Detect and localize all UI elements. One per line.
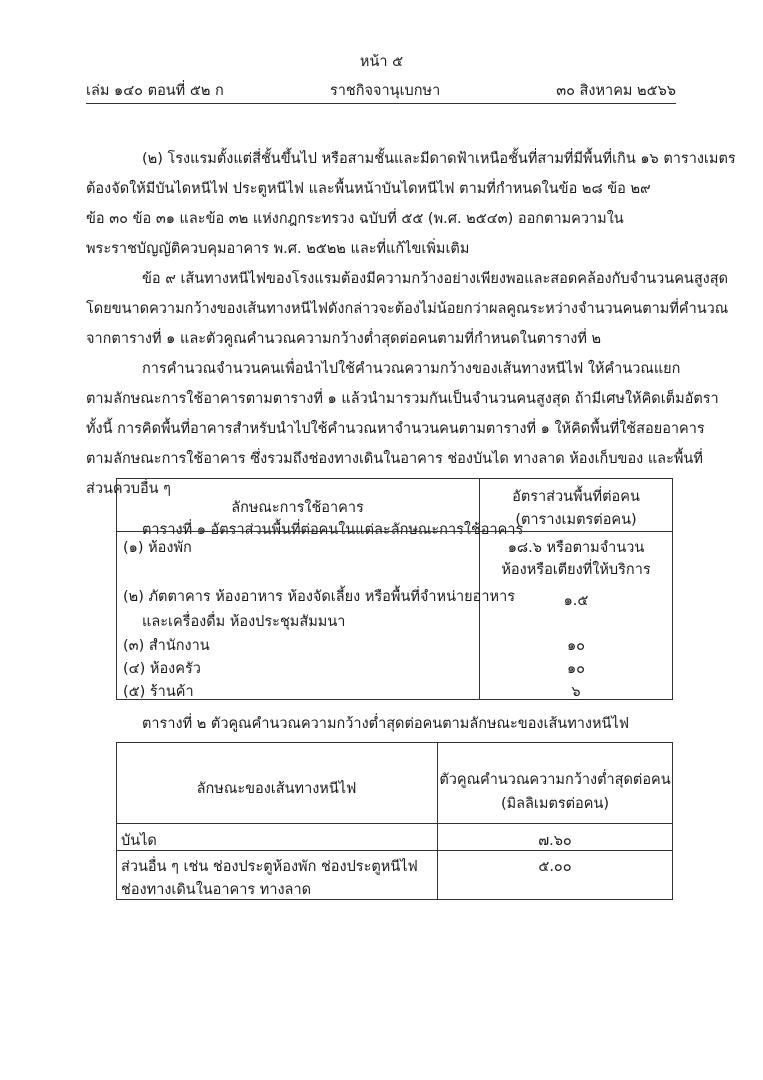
- factor-cell: ๕.๐๐: [538, 859, 572, 875]
- text-line: ข้อ ๓๐ ข้อ ๓๑ และข้อ ๓๒ แห่งกฎกระทรวง ฉบับที่ ๕๕ (พ.ศ. ๒๕๔๓) ออกตามความใน: [86, 211, 624, 227]
- use-cell: (๒) ภัตตาคาร ห้องอาหาร ห้องจัดเลี้ยง หรือพื้นที่จำหน่ายอาหาร: [123, 589, 516, 605]
- volume-issue: เล่ม ๑๔๐ ตอนที่ ๕๒ ก: [86, 83, 224, 99]
- text-line: ทั้งนี้ การคิดพื้นที่อาคารสำหรับนำไปใช้คำนวณหาจำนวนคนตามตารางที่ ๑ ให้คิดพื้นที่ใช้สอยอาคาร: [86, 421, 705, 437]
- text-line: การคำนวณจำนวนคนเพื่อนำไปใช้คำนวณความกว้างของเส้นทางหนีไฟ ให้คำนวณแยก: [142, 361, 681, 377]
- table1-caption: ตารางที่ ๑ อัตราส่วนพื้นที่ต่อคนในแต่ละลักษณะการใช้อาคาร: [142, 522, 524, 538]
- text-line: (๒) โรงแรมตั้งแต่สี่ชั้นขึ้นไป หรือสามชั้นและมีดาดฟ้าเหนือชั้นที่สามที่มีพื้นที่เกิน ๑๖ ตารางเมตร: [142, 151, 736, 167]
- use-cell: (๕) ร้านค้า: [123, 684, 194, 700]
- table2-header-divider: [116, 823, 673, 824]
- text-line: พระราชบัญญัติควบคุมอาคาร พ.ศ. ๒๕๒๒ และที่แก้ไขเพิ่มเติม: [86, 241, 470, 257]
- header-divider: [86, 103, 676, 104]
- use-cell: (๔) ห้องครัว: [123, 661, 201, 677]
- text-line: ตามลักษณะการใช้อาคารตามตารางที่ ๑ แล้วนำมารวมกันเป็นจำนวนคนสูงสุด ถ้ามีเศษให้คิดเต็มอัตรา: [86, 391, 719, 407]
- route-cell: บันได: [121, 833, 157, 849]
- text-line: จากตารางที่ ๑ และตัวคูณคำนวณความกว้างต่ำสุดต่อคนตามที่กำหนดในตารางที่ ๒: [86, 331, 602, 347]
- table1-header-divider: [116, 531, 673, 532]
- ratio-cell: ๑.๕: [563, 593, 589, 609]
- text-line: ส่วนควบอื่น ๆ: [86, 481, 171, 497]
- ratio-cell: ๑๐: [566, 638, 586, 654]
- use-cell: (๑) ห้องพัก: [123, 540, 192, 556]
- factor-cell: ๗.๖๐: [538, 833, 572, 849]
- table2-caption: ตารางที่ ๒ ตัวคูณคำนวณความกว้างต่ำสุดต่อคนตามลักษณะของเส้นทางหนีไฟ: [142, 716, 630, 732]
- text-line: ตามลักษณะการใช้อาคาร ซึ่งรวมถึงช่องทางเดินในอาคาร ช่องบันได ทางลาด ห้องเก็บของ และพื้นที่: [86, 451, 703, 467]
- ratio-cell: ห้องหรือเตียงที่ให้บริการ: [501, 562, 651, 578]
- table2-header-factor-unit: (มิลลิเมตรต่อคน): [500, 796, 610, 812]
- ratio-cell: ๑๐: [566, 661, 586, 677]
- page-number: หน้า ๕: [359, 54, 404, 70]
- route-cell: ช่องทางเดินในอาคาร ทางลาด: [121, 882, 312, 898]
- route-cell: ส่วนอื่น ๆ เช่น ช่องประตูห้องพัก ช่องประตูหนีไฟ: [121, 859, 418, 875]
- use-cell: และเครื่องดื่ม ห้องประชุมสัมมนา: [142, 614, 346, 630]
- table1-header-ratio: อัตราส่วนพื้นที่ต่อคน: [512, 489, 640, 505]
- use-cell: (๓) สำนักงาน: [123, 638, 210, 654]
- table1-header-use: ลักษณะการใช้อาคาร: [231, 500, 364, 516]
- ratio-cell: ๖: [571, 684, 581, 700]
- gazette-name: ราชกิจจานุเบกษา: [330, 83, 441, 99]
- text-line: โดยขนาดความกว้างของเส้นทางหนีไฟดังกล่าวจะต้องไม่น้อยกว่าผลคูณระหว่างจำนวนคนตามที่คำนวณ: [86, 301, 729, 317]
- text-line: ต้องจัดให้มีบันไดหนีไฟ ประตูหนีไฟ และพื้นหน้าบันไดหนีไฟ ตามที่กำหนดในข้อ ๒๘ ข้อ ๒๙: [86, 181, 651, 197]
- table2-header-factor: ตัวคูณคำนวณความกว้างต่ำสุดต่อคน: [439, 772, 671, 788]
- ratio-cell: ๑๘.๖ หรือตามจำนวน: [507, 540, 645, 556]
- text-line: ข้อ ๙ เส้นทางหนีไฟของโรงแรมต้องมีความกว้างอย่างเพียงพอและสอดคล้องกับจำนวนคนสูงสุด: [142, 271, 729, 287]
- table1-header-ratio-unit: (ตารางเมตรต่อคน): [515, 512, 637, 528]
- publication-date: ๓๐ สิงหาคม ๒๕๖๖: [556, 83, 676, 99]
- table2-header-route: ลักษณะของเส้นทางหนีไฟ: [196, 781, 357, 797]
